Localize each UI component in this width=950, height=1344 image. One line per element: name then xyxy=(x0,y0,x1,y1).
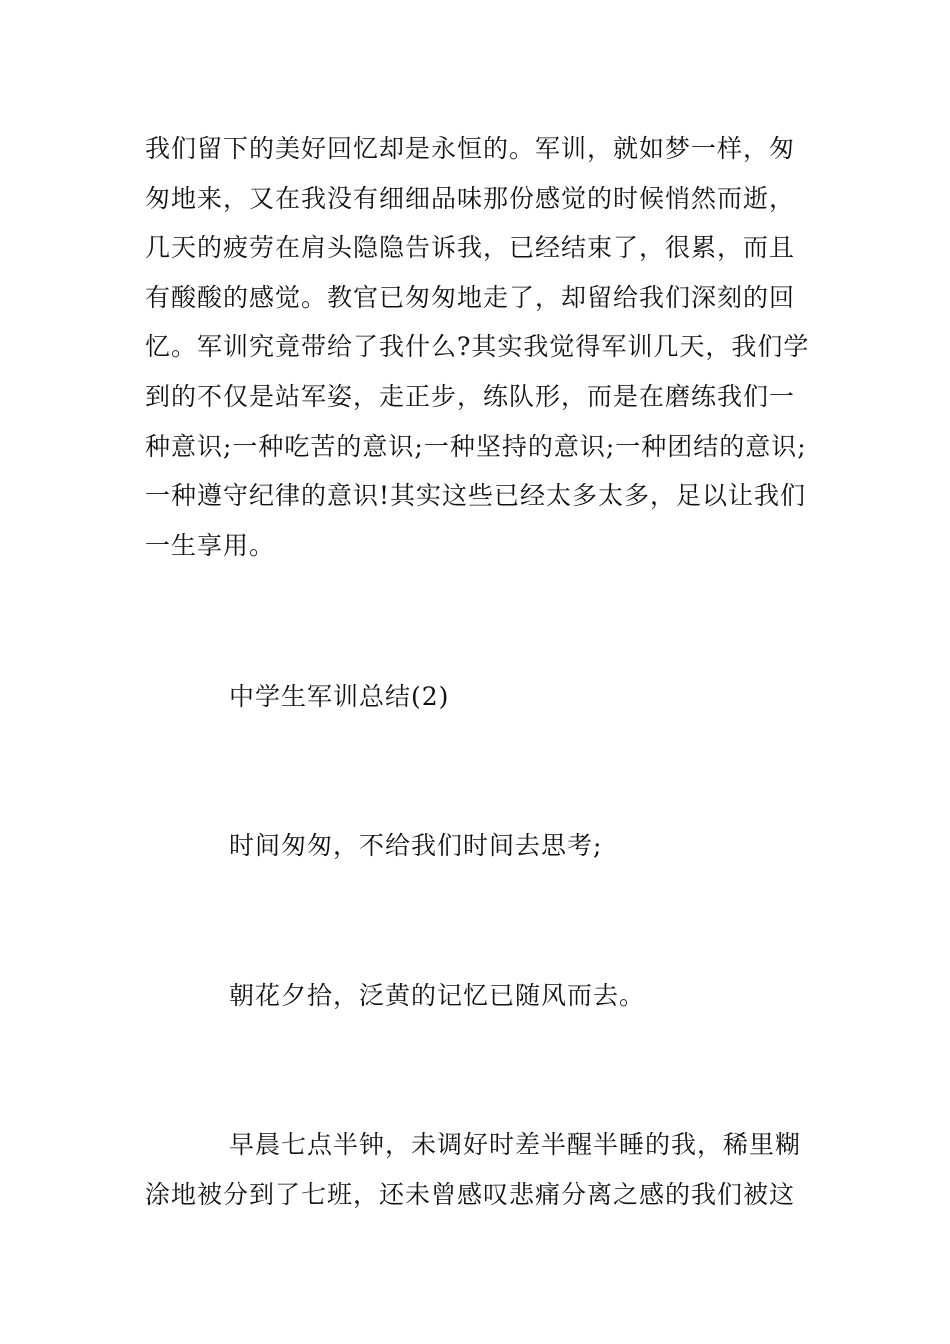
text-line: 我们留下的美好回忆却是永恒的。军训，就如梦一样，匆 xyxy=(145,134,796,163)
text-line: 种意识;一种吃苦的意识;一种坚持的意识;一种团结的意识; xyxy=(145,432,807,461)
text-line: 忆。军训究竟带给了我什么?其实我觉得军训几天，我们学 xyxy=(145,332,810,361)
text-line: 有酸酸的感觉。教官已匆匆地走了，却留给我们深刻的回 xyxy=(145,283,796,312)
text-line: 一生享用。 xyxy=(145,531,276,560)
text-line: 几天的疲劳在肩头隐隐告诉我，已经结束了，很累，而且 xyxy=(145,233,796,262)
text-line: 到的不仅是站军姿，走正步，练队形，而是在磨练我们一 xyxy=(145,382,796,411)
text-line: 早晨七点半钟，未调好时差半醒半睡的我，稀里糊 xyxy=(229,1130,802,1159)
poem-line: 时间匆匆，不给我们时间去思考; xyxy=(229,831,603,860)
text-line: 匆地来，又在我没有细细品味那份感觉的时候悄然而逝， xyxy=(145,184,796,213)
text-line: 一种遵守纪律的意识!其实这些已经太多太多，足以让我们 xyxy=(145,481,807,510)
section-heading: 中学生军训总结(2) xyxy=(229,682,450,711)
poem-line: 朝花夕拾，泛黄的记忆已随风而去。 xyxy=(229,981,646,1010)
text-line: 涂地被分到了七班，还未曾感叹悲痛分离之感的我们被这 xyxy=(145,1180,796,1209)
